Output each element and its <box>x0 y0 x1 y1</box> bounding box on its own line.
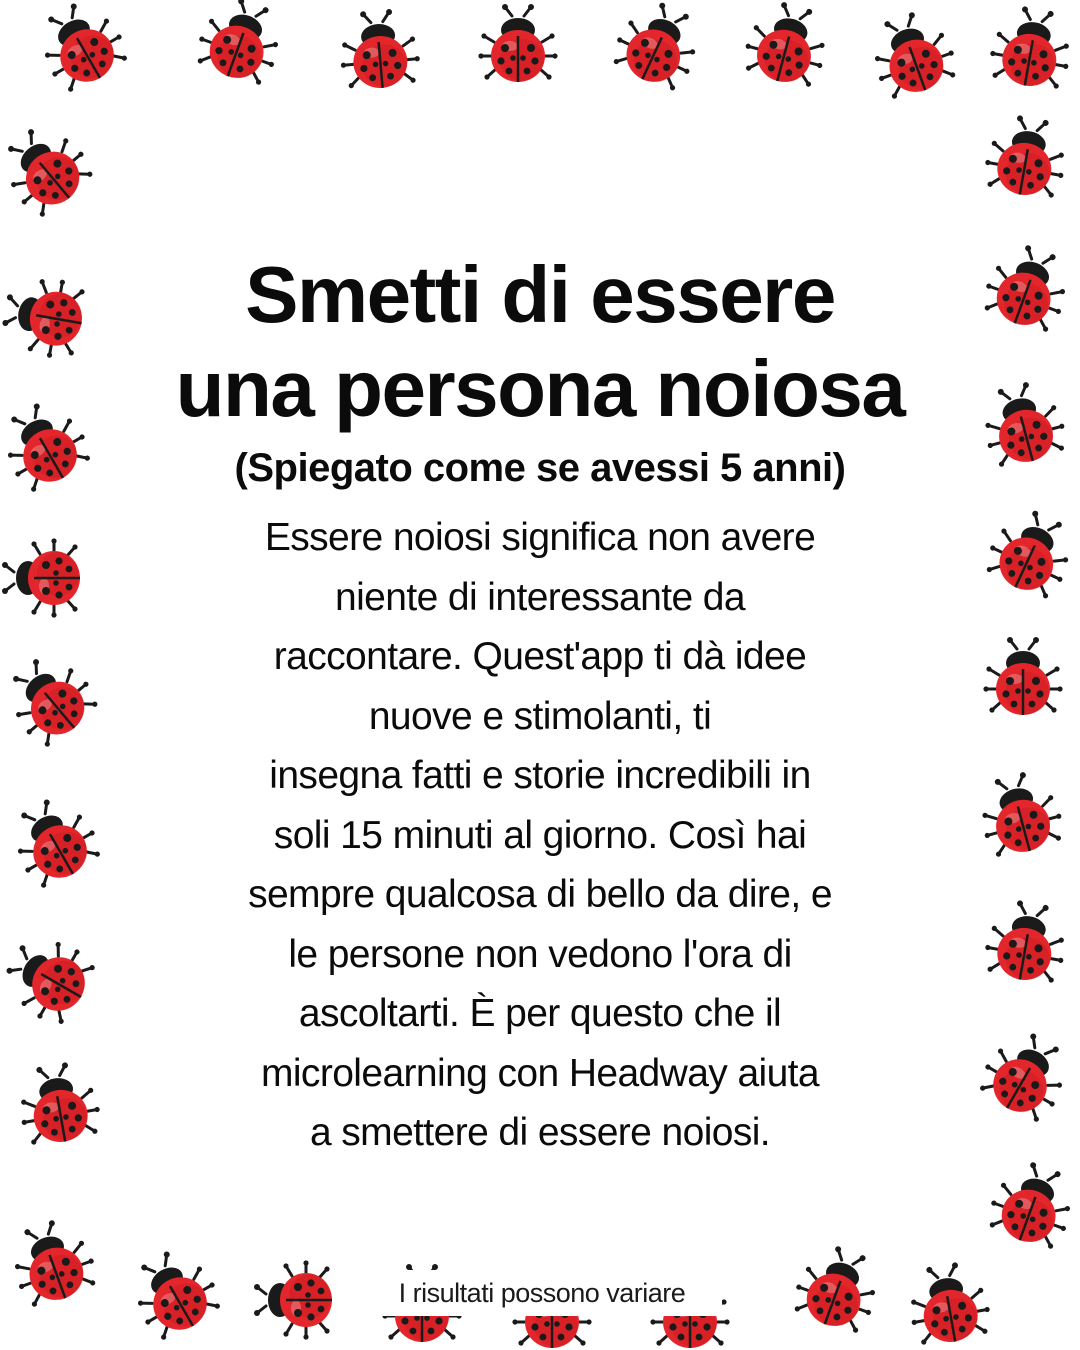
ladybug-icon <box>0 391 97 498</box>
body-line: microlearning con Headway aiuta <box>260 1051 820 1095</box>
ladybug-icon <box>973 1021 1080 1128</box>
ladybug-icon <box>191 0 292 90</box>
ladybug-icon <box>2 538 80 617</box>
main-content <box>140 248 940 1163</box>
ladybug-icon <box>1 1211 102 1311</box>
ladybug-icon <box>27 0 135 98</box>
ladybug-icon <box>336 7 422 92</box>
headline <box>140 248 940 436</box>
ladybug-icon <box>0 643 105 754</box>
ladybug-icon <box>788 1237 889 1337</box>
ladybug-icon <box>0 787 107 894</box>
ladybug-icon <box>120 1239 228 1346</box>
subheadline: (Spiegato come se avessi 5 anni) <box>234 446 846 490</box>
ladybug-icon <box>983 637 1062 715</box>
body-line: Essere noiosi significa non avere <box>264 516 816 559</box>
ladybug-icon <box>606 0 711 96</box>
body-line: nuove e stimolanti, ti <box>368 694 712 738</box>
ladybug-icon <box>978 236 1079 336</box>
headline-line: una persona noiosa <box>175 344 905 433</box>
ladybug-icon <box>979 500 1080 604</box>
ladybug-icon <box>981 111 1073 202</box>
ladybug-icon <box>13 1058 105 1149</box>
ladybug-icon <box>0 113 100 224</box>
headline-line: Smetti di essere <box>245 250 835 339</box>
body-line: sempre qualcosa di bello da dire, e <box>248 873 832 916</box>
ladybug-icon <box>254 1260 332 1339</box>
ladybug-icon <box>986 2 1078 93</box>
body-paragraph <box>190 508 890 1163</box>
body-line: ascoltarti. È per questo che il <box>298 992 782 1035</box>
ladybug-icon <box>983 1153 1080 1253</box>
ladybug-icon <box>739 0 836 91</box>
ladybug-icon <box>981 896 1073 987</box>
body-line: le persone non vedono l'ora di <box>288 932 792 976</box>
disclaimer: I risultati possono variare <box>362 1270 722 1316</box>
body-line: insegna fatti e storie incredibili in <box>269 754 811 797</box>
body-line: niente di interessante da <box>335 575 745 619</box>
ladybug-icon <box>974 375 1071 471</box>
body-line: raccontare. Quest'app ti dà idee <box>273 635 807 678</box>
ladybug-icon <box>971 765 1068 861</box>
body-line: soli 15 minuti al giorno. Così hai <box>273 813 807 857</box>
ladybug-icon <box>0 271 88 363</box>
ladybug-icon <box>478 4 557 82</box>
ladybug-icon <box>0 924 101 1032</box>
ladybug-icon <box>903 1258 995 1349</box>
ladybug-icon <box>861 3 962 103</box>
body-line: a smettere di essere noiosi. <box>309 1111 771 1154</box>
